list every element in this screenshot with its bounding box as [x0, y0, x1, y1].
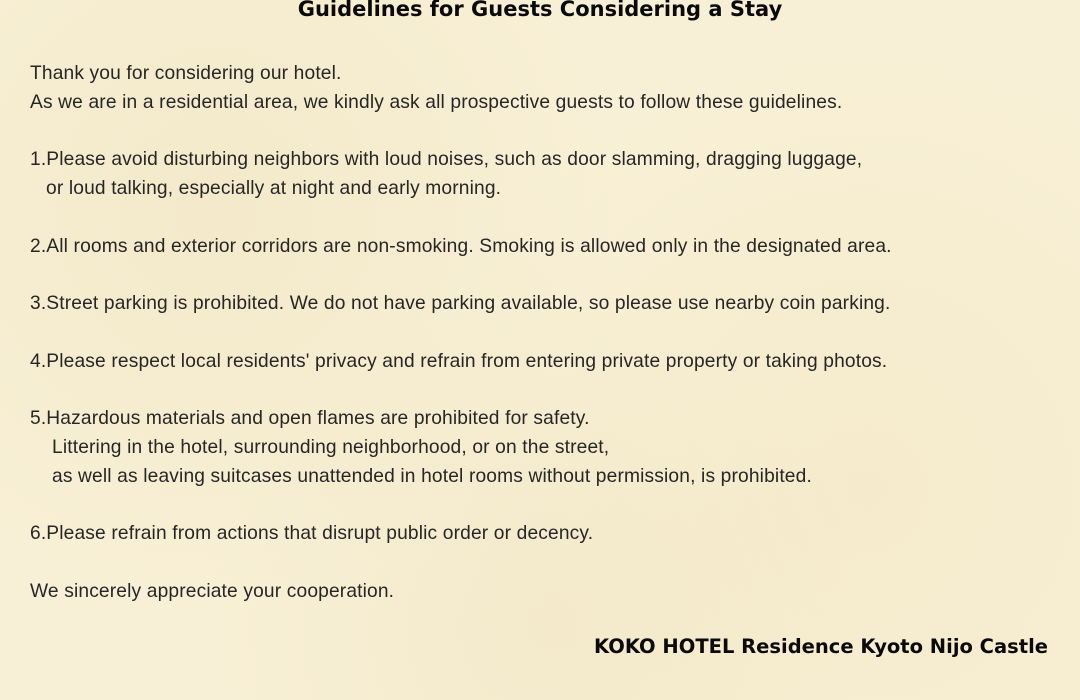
intro-line: As we are in a residential area, we kindly ask all prospective guests to follow these guidelines.	[30, 91, 843, 113]
guidelines-body	[30, 60, 1070, 606]
guideline-item-5-continuation: Littering in the hotel, surrounding neighborhood, or on the street,	[52, 436, 610, 458]
spacer	[30, 319, 1070, 348]
guideline-item-4: 4.Please respect local residents' privacy and refrain from entering private property or taking photos.	[30, 350, 888, 372]
page-title: Guidelines for Guests Considering a Stay	[297, 0, 783, 21]
guideline-item-5-continuation: as well as leaving suitcases unattended in hotel rooms without permission, is prohibited.	[52, 465, 812, 487]
guideline-item-3: 3.Street parking is prohibited. We do not have parking available, so please use nearby coin parking.	[30, 293, 891, 314]
guideline-item-5: 5.Hazardous materials and open flames are prohibited for safety.	[30, 408, 590, 429]
guideline-item-2: 2.All rooms and exterior corridors are non-smoking. Smoking is allowed only in the designated area.	[30, 235, 892, 257]
spacer	[30, 204, 1070, 233]
hotel-name-signature: KOKO HOTEL Residence Kyoto Nijo Castle	[594, 635, 1048, 658]
guideline-item-1: 1.Please avoid disturbing neighbors with loud noises, such as door slamming, dragging luggage,	[30, 149, 863, 171]
spacer	[30, 491, 1070, 520]
guideline-item-1-continuation: or loud talking, especially at night and early morning.	[46, 178, 502, 199]
spacer	[30, 261, 1070, 290]
spacer	[30, 118, 1070, 147]
guideline-item-6: 6.Please refrain from actions that disrupt public order or decency.	[30, 523, 594, 544]
intro-line: Thank you for considering our hotel.	[30, 63, 342, 84]
spacer	[30, 549, 1070, 578]
closing-line: We sincerely appreciate your cooperation.	[30, 580, 395, 602]
spacer	[30, 376, 1070, 405]
